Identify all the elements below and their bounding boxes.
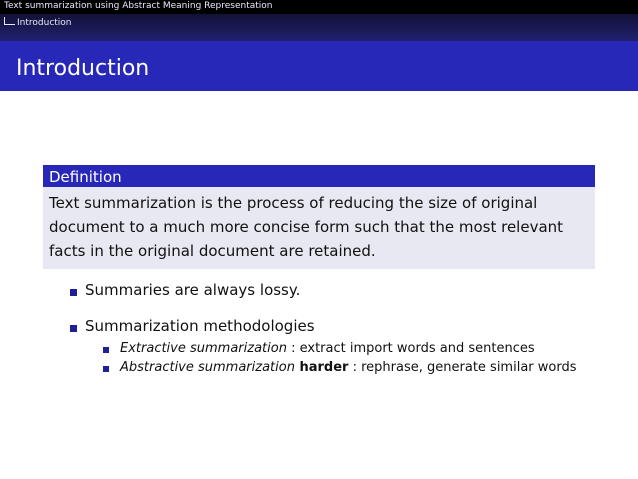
bullet-square-icon [70,325,77,332]
frame-title-bar [0,41,638,91]
section-navigation [4,14,72,28]
sub-list-item [103,360,577,375]
list-item-text: Summaries are always lossy. [85,281,301,299]
separator: : [286,341,300,356]
term-extra-harder: harder [294,360,349,375]
sub-desc: extract import words and sentences [299,341,535,356]
section-link[interactable]: Introduction [17,18,72,28]
headline-bar [0,0,638,41]
presentation-title-link[interactable]: Text summarization using Abstract Meaning Representation [4,1,273,11]
definition-block-body: Text summarization is the process of reducing the size of original document to a much more concise form such that the most relevant facts in the original document are retained. [43,187,595,269]
definition-block [43,165,595,269]
separator: : [348,360,362,375]
definition-block-title: Definition [43,165,595,187]
frame-title: Introduction [16,56,150,81]
term-abstractive: Abstractive summarization [120,360,295,375]
bullet-square-icon [70,289,77,296]
list-item [70,317,315,335]
bullet-square-icon [103,347,109,353]
list-item [70,281,300,299]
sub-list-item [103,341,535,356]
term-extractive: Extractive summarization [120,341,287,356]
list-item-text: Summarization methodologies [85,317,315,335]
tree-branch-icon [4,17,15,25]
bullet-square-icon [103,366,109,372]
sub-desc: rephrase, generate similar words [361,360,577,375]
